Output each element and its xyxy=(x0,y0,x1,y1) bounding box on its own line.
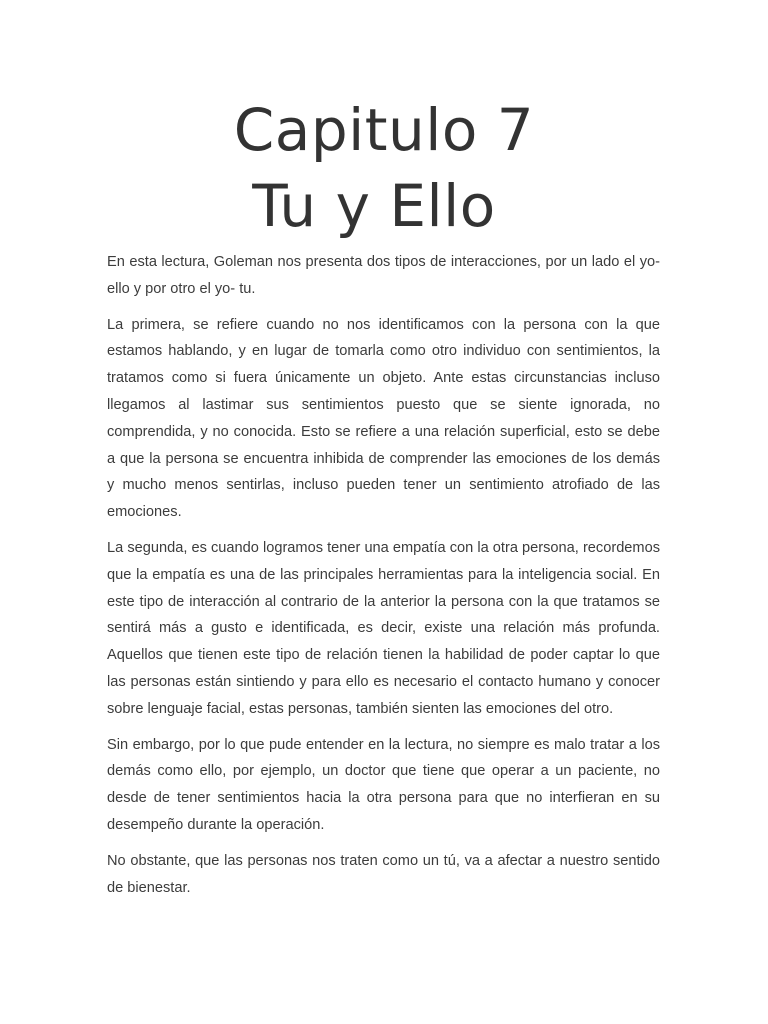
paragraph-yo-tu: La segunda, es cuando logramos tener una empatía con la otra persona, recordemos que la empatía es una de las principales herramientas para la inteligencia social. En este tipo de interacción al contrario de la anterior la persona con la que tratamos se sentirá más a gusto e identificada, es decir, existe una relación más profunda. Aquellos que tienen este tipo de relación tienen la habilidad de poder captar lo que las personas están sintiendo y para ello es necesario el contacto humano y conocer sobre lenguaje facial, estas personas, también sienten las emociones del otro. xyxy=(107,539,660,717)
title-line-subtitle: Tu y Ello xyxy=(252,172,496,240)
document-body xyxy=(107,249,660,910)
document-title xyxy=(0,92,768,244)
paragraph-yo-ello: La primera, se refiere cuando no nos identificamos con la persona con la que estamos hablando, y en lugar de tomarla como otro individuo con sentimientos, la tratamos como si fuera únicamente un objeto. Ante estas circunstancias incluso llegamos al lastimar sus sentimientos puesto que se siente ignorada, no comprendida, y no conocida. Esto se refiere a una relación superficial, esto se debe a que la persona se encuentra inhibida de comprender las emociones de los demás y mucho menos sentirlas, incluso pueden tener un sentimiento atrofiado de las emociones. xyxy=(107,316,660,521)
paragraph-no-obstante: No obstante, que las personas nos traten como un tú, va a afectar a nuestro sentido de bienestar. xyxy=(107,852,660,896)
paragraph-intro: En esta lectura, Goleman nos presenta dos tipos de interacciones, por un lado el yo- ello y por otro el yo- tu. xyxy=(107,254,660,297)
paragraph-sin-embargo: Sin embargo, por lo que pude entender en la lectura, no siempre es malo tratar a los demás como ello, por ejemplo, un doctor que tiene que operar a un paciente, no desde de tener sentimientos hacia la otra persona para que no interfieran en su desempeño durante la operación. xyxy=(107,736,660,833)
title-line-chapter: Capitulo 7 xyxy=(233,96,535,164)
